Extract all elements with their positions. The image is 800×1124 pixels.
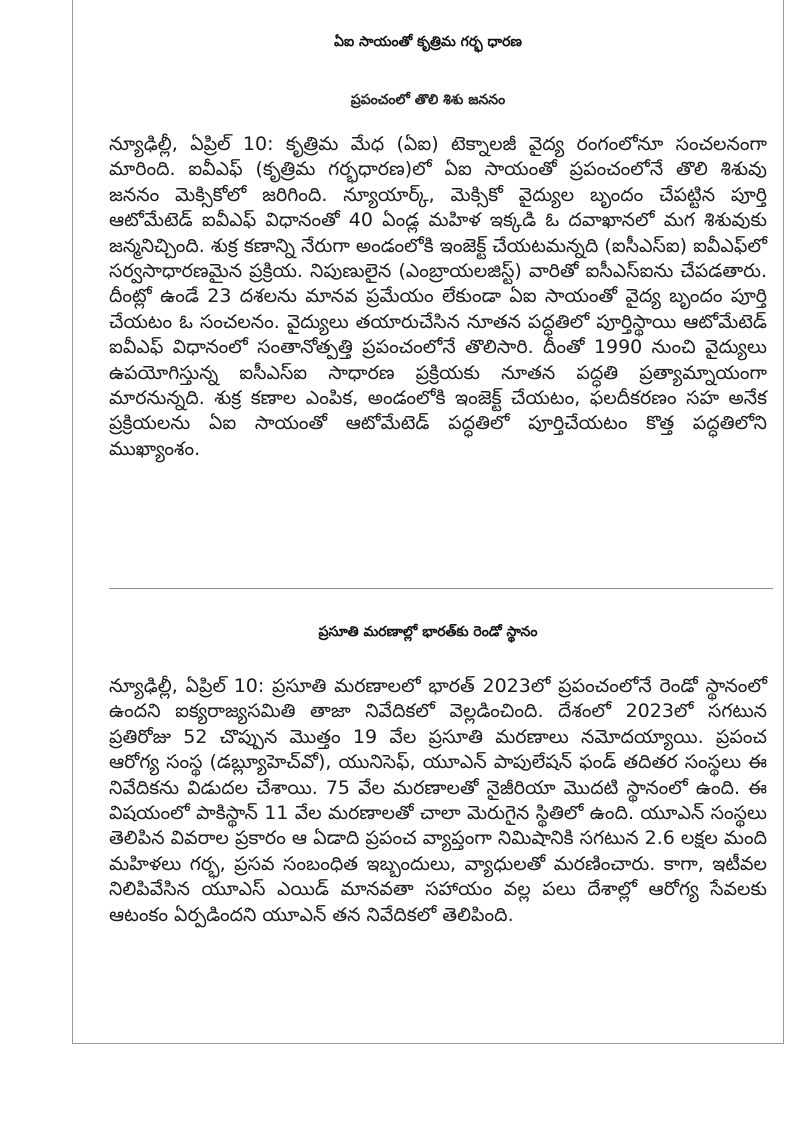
- article-1-headline: ఏఐ సాయంతో కృత్రిమ గర్భ ధారణ: [334, 34, 522, 50]
- article-2-headline: ప్రసూతి మరణాల్లో భారత్‌కు రెండో స్థానం: [318, 624, 538, 640]
- article-1-subheadline: ప్రపంచంలో తొలి శిశు జననం: [350, 92, 506, 108]
- article-divider: [109, 588, 773, 589]
- article-1-body: న్యూఢిల్లీ, ఏప్రిల్ 10: కృత్రిమ మేధ (ఏఐ) టెక్నాలజీ వైద్య రంగంలోనూ సంచలనంగా మారింది. ఐవీఎఫ్ (కృత్రిమ గర్భధారణ)లో ఏఐ సాయంతో ప్రపంచంలోనే తొలి శిశువు జననం మెక్సికోలో జరిగింది. న్యూయార్క్, మెక్సికో వైద్యుల బృందం చేపట్టిన పూర్తి ఆటోమేటెడ్ ఐవీఎఫ్ విధానంతో 40 ఏండ్ల మహిళ ఇక్కడి ఓ దవాఖానలో మగ శిశువుకు జన్మనిచ్చింది. శుక్ర కణాన్ని నేరుగా అండంలోకి ఇంజెక్ట్ చేయటమన్నది (ఐసీఎస్ఐ) ఐవీఎఫ్‌లో సర్వసాధారణమైన ప్రక్రియ. నిపుణులైన (ఎంబ్రాయలజిస్ట్) వారితో ఐసీఎస్ఐను చేపడతారు. దీంట్లో ఉండే 23 దశలను మానవ ప్రమేయం లేకుండా ఏఐ సాయంతో వైద్య బృందం పూర్తి చేయటం ఓ సంచలనం. వైద్యులు తయారుచేసిన నూతన పద్ధతిలో పూర్తిస్థాయి ఆటోమేటెడ్ ఐవీఎఫ్ విధానంలో సంతానోత్పత్తి ప్రపంచంలోనే తొలిసారి. దీంతో 1990 నుంచి వైద్యులు ఉపయోగిస్తున్న ఐసీఎస్ఐ సాధారణ ప్రక్రియకు నూతన పద్ధతి ప్రత్యామ్నాయంగా మారనున్నది. శుక్ర కణాల ఎంపిక, అండంలోకి ఇంజెక్ట్ చేయటం, ఫలదీకరణం సహ అనేక ప్రక్రియలను ఏఐ సాయంతో ఆటోమేటెడ్ పద్ధతిలో పూర్తిచేయటం కొత్త పద్ధతిలోని ముఖ్యాంశం.: [109, 133, 767, 460]
- article-2-body: న్యూఢిల్లీ, ఏప్రిల్ 10: ప్రసూతి మరణాలలో భారత్ 2023లో ప్రపంచంలోనే రెండో స్థానంలో ఉందని ఐక్యరాజ్యసమితి తాజా నివేదికలో వెల్లడించింది. దేశంలో 2023లో సగటున ప్రతిరోజు 52 చొప్పున మొత్తం 19 వేల ప్రసూతి మరణాలు నమోదయ్యాయి. ప్రపంచ ఆరోగ్య సంస్థ (డబ్ల్యూహెచ్‌వో), యునిసెఫ్, యూఎన్ పాపులేషన్ ఫండ్ తదితర సంస్థలు ఈ నివేదికను విడుదల చేశాయి. 75 వేల మరణాలతో నైజీరియా మొదటి స్థానంలో ఉంది. ఈ విషయంలో పాకిస్థాన్ 11 వేల మరణాలతో చాలా మెరుగైన స్థితిలో ఉంది. యూఎన్ సంస్థలు తెలిపిన వివరాల ప్రకారం ఆ ఏడాది ప్రపంచ వ్యాప్తంగా నిమిషానికి సగటున 2.6 లక్షల మంది మహిళలు గర్భ, ప్రసవ సంబంధిత ఇబ్బందులు, వ్యాధులతో మరణించారు. కాగా, ఇటీవల నిలిపివేసిన యూఎస్ ఎయిడ్ మానవతా సహాయం వల్ల పలు దేశాల్లో ఆరోగ్య సేవలకు ఆటంకం ఏర్పడిందని యూఎన్ తన నివేదికలో తెలిపింది.: [109, 675, 767, 926]
- newspaper-clipping: [72, 0, 784, 1044]
